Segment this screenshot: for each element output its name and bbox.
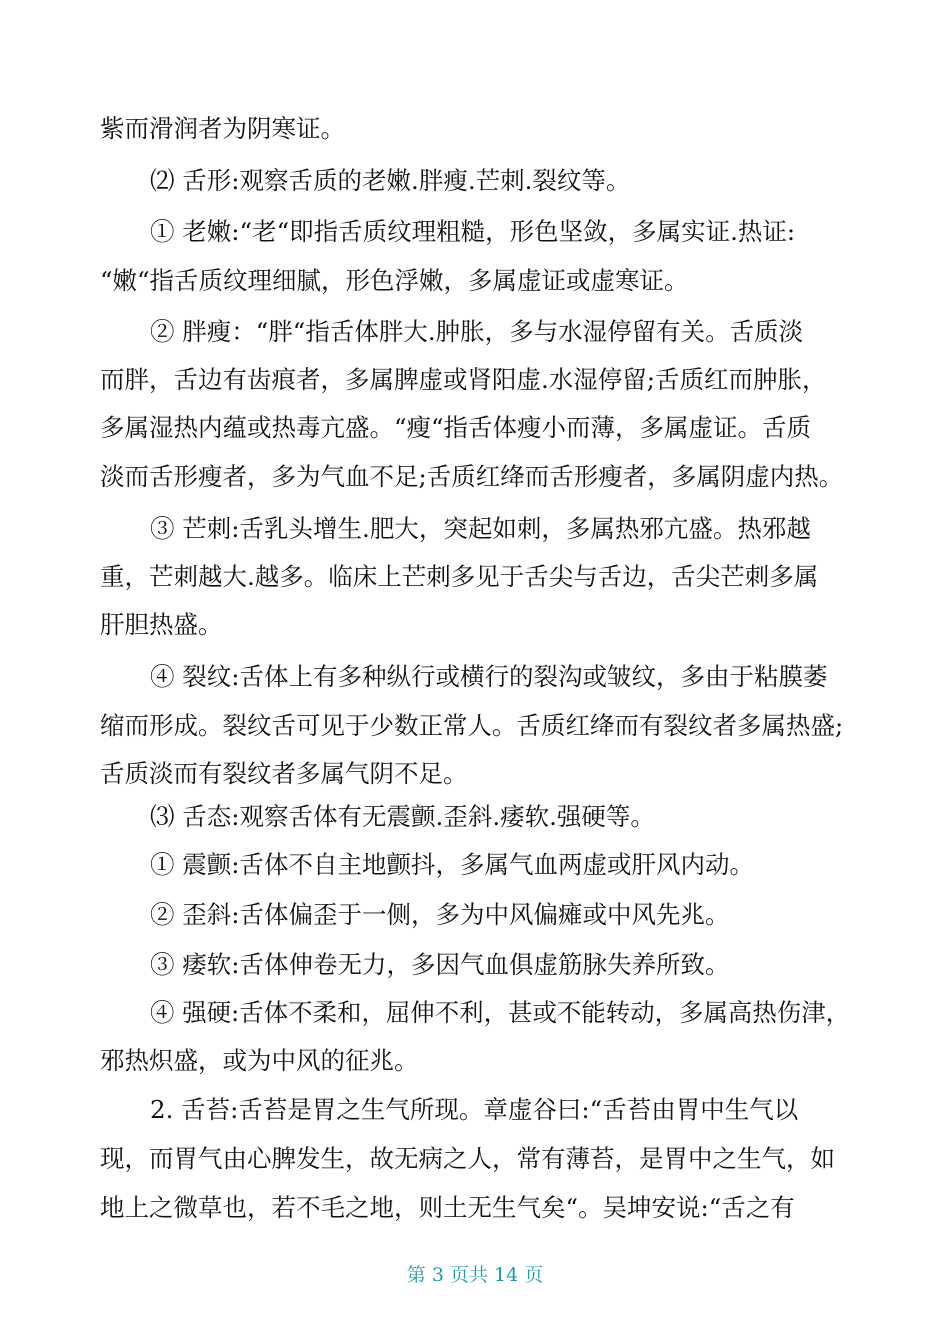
text-line: 舌质淡而有裂纹者多属气阴不足。 xyxy=(100,759,468,788)
page-number-footer: 第 3 页共 14 页 xyxy=(406,1264,544,1286)
text-line: “嫩“指舌质纹理细腻，形色浮嫩，多属虚证或虚寒证。 xyxy=(100,266,689,295)
text-line: 现，而胃气由心脾发生，故无病之人，常有薄苔，是胃中之生气，如 xyxy=(100,1144,835,1173)
text-line: 缩而形成。裂纹舌可见于少数正常人。舌质红绛而有裂纹者多属热盛; xyxy=(100,711,844,740)
text-line: ④ 裂纹:舌体上有多种纵行或横行的裂沟或皱纹，多由于粘膜萎 xyxy=(150,662,828,691)
text-line: ① 老嫩:“老“即指舌质纹理粗糙，形色坚敛，多属实证.热证: xyxy=(150,217,796,246)
text-line: ⑵ 舌形:观察舌质的老嫩.胖瘦.芒刺.裂纹等。 xyxy=(150,166,631,195)
text-line: ① 震颤:舌体不自主地颤抖，多属气血两虚或肝风内动。 xyxy=(150,850,755,879)
text-line: 肝胆热盛。 xyxy=(100,610,223,639)
text-line: ⑶ 舌态:观察舌体有无震颤.歪斜.痿软.强硬等。 xyxy=(150,802,655,831)
text-line: 2. 舌苔:舌苔是胃之生气所现。章虚谷曰:“舌苔由胃中生气以 xyxy=(150,1095,799,1124)
text-line: 淡而舌形瘦者，多为气血不足;舌质红绛而舌形瘦者，多属阴虚内热。 xyxy=(100,462,844,491)
text-line: 而胖，舌边有齿痕者，多属脾虚或肾阳虚.水湿停留;舌质红而肿胀， xyxy=(100,365,827,394)
text-line: ③ 芒刺:舌乳头增生.肥大，突起如刺，多属热邪亢盛。热邪越 xyxy=(150,514,811,543)
text-line: ② 胖瘦：“胖“指舌体胖大.肿胀，多与水湿停留有关。舌质淡 xyxy=(150,317,804,346)
text-line: 邪热炽盛，或为中风的征兆。 xyxy=(100,1046,419,1075)
text-line: ④ 强硬:舌体不柔和，屈伸不利，甚或不能转动，多属高热伤津， xyxy=(150,998,851,1027)
text-line: 多属湿热内蕴或热毒亢盛。“瘦“指舌体瘦小而薄，多属虚证。舌质 xyxy=(100,413,812,442)
text-line: ③ 痿软:舌体伸卷无力，多因气血俱虚筋脉失养所致。 xyxy=(150,950,730,979)
text-line: ② 歪斜:舌体偏歪于一侧，多为中风偏瘫或中风先兆。 xyxy=(150,900,730,929)
text-line: 紫而滑润者为阴寒证。 xyxy=(100,114,345,143)
text-line: 重，芒刺越大.越多。临床上芒刺多见于舌尖与舌边，舌尖芒刺多属 xyxy=(100,562,819,591)
text-line: 地上之微草也，若不毛之地，则土无生气矣“。吴坤安说:“舌之有 xyxy=(100,1193,795,1222)
